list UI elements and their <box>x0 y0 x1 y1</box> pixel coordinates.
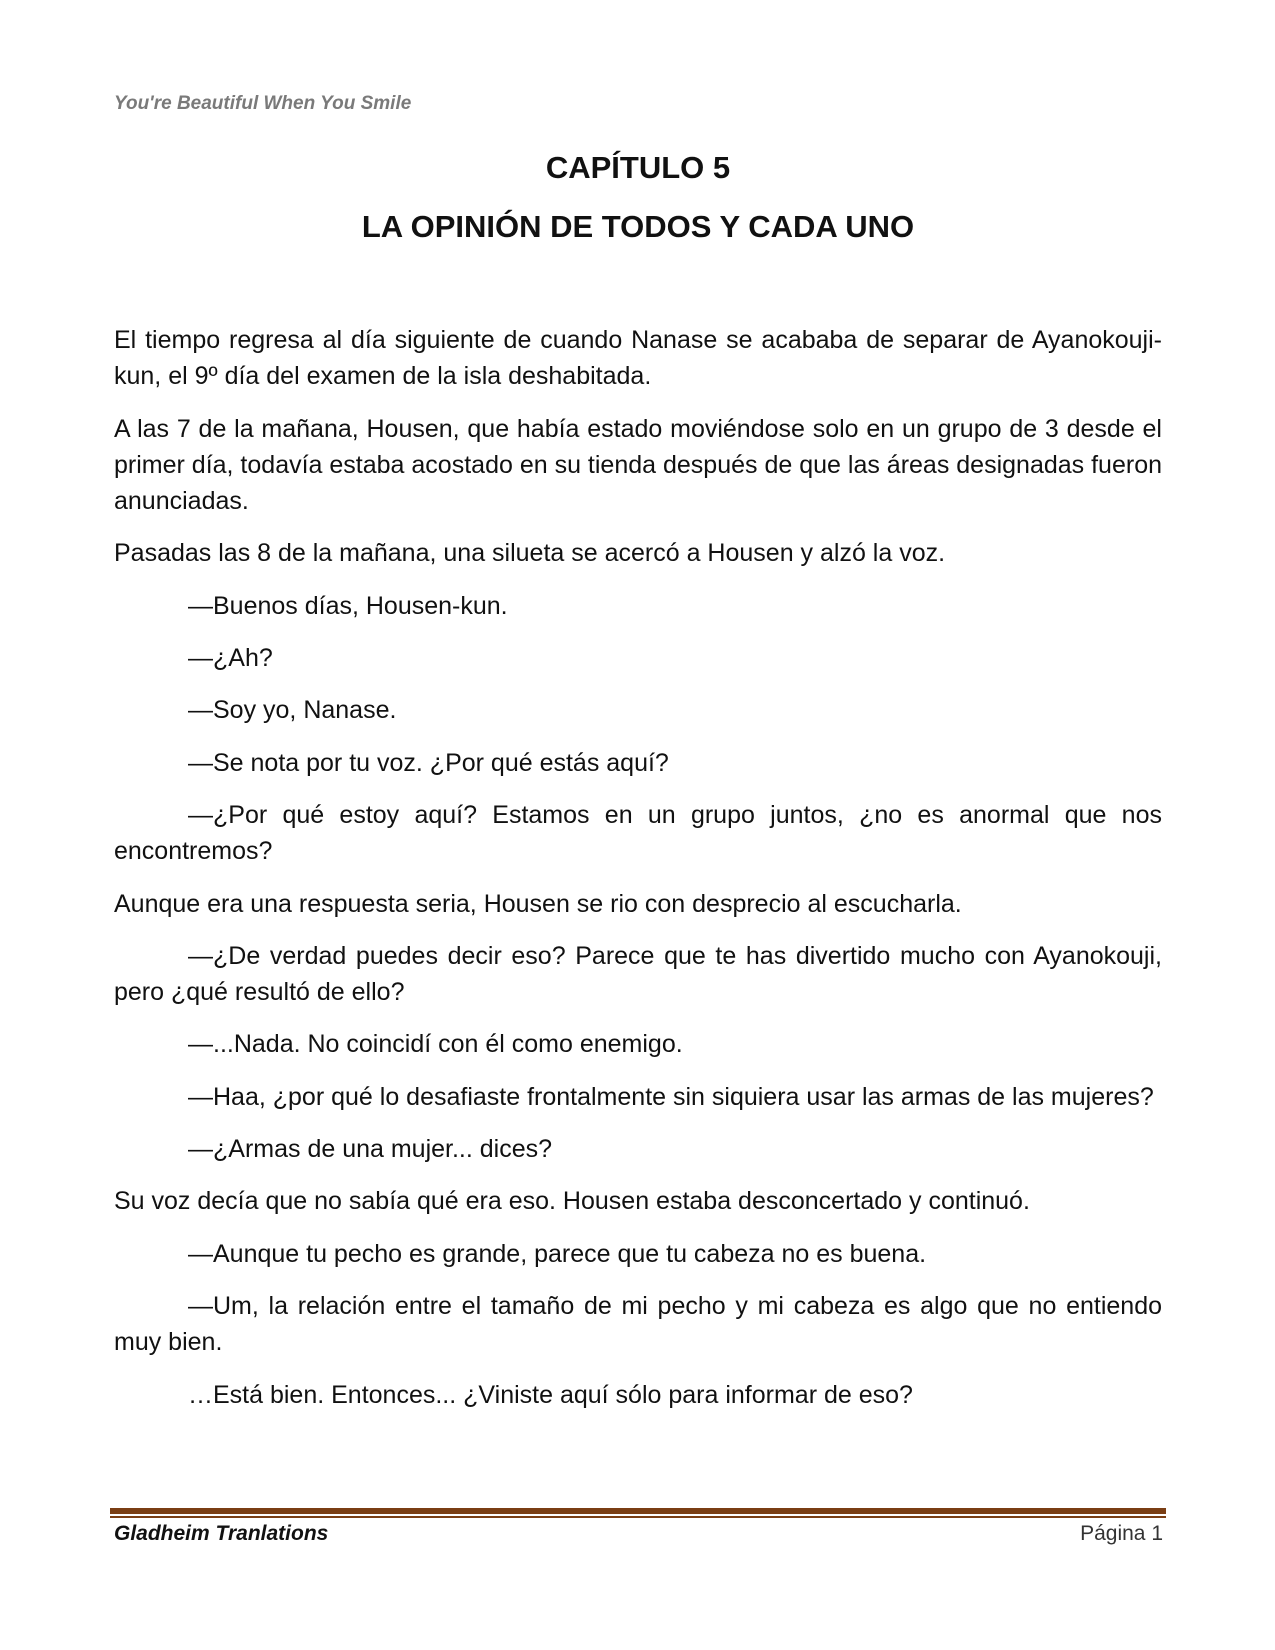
dialogue-paragraph: —¿Armas de una mujer... dices? <box>188 1135 553 1164</box>
page-number: Página 1 <box>1080 1522 1163 1545</box>
narration-paragraph: Su voz decía que no sabía qué era eso. Housen estaba desconcertado y continuó. <box>114 1187 1030 1216</box>
narration-paragraph: A las 7 de la mañana, Housen, que había estado moviéndose solo en un grupo de 3 desde el primer día, todavía estaba acostado en su tienda después de que las áreas designadas fueron anunciadas. <box>114 414 1162 516</box>
dialogue-paragraph: —¿Por qué estoy aquí? Estamos en un grupo juntos, ¿no es anormal que nos encontremos? <box>114 800 1162 866</box>
dialogue-paragraph: —Se nota por tu voz. ¿Por qué estás aquí? <box>188 748 669 777</box>
footer-rule-thin <box>110 1516 1166 1518</box>
dialogue-paragraph: —...Nada. No coincidí con él como enemigo. <box>188 1030 683 1059</box>
dialogue-paragraph: …Está bien. Entonces... ¿Viniste aquí sólo para informar de eso? <box>188 1380 913 1409</box>
dialogue-paragraph: —Buenos días, Housen-kun. <box>188 591 508 620</box>
chapter-number: CAPÍTULO 5 <box>545 150 731 185</box>
footer-rule <box>110 1508 1166 1514</box>
narration-paragraph: Pasadas las 8 de la mañana, una silueta se acercó a Housen y alzó la voz. <box>114 539 946 568</box>
dialogue-paragraph: —Um, la relación entre el tamaño de mi pecho y mi cabeza es algo que no entiendo muy bien. <box>114 1291 1162 1357</box>
chapter-title: LA OPINIÓN DE TODOS Y CADA UNO <box>361 209 915 244</box>
dialogue-paragraph: —¿De verdad puedes decir eso? Parece que te has divertido mucho con Ayanokouji, pero ¿qué resultó de ello? <box>114 941 1162 1007</box>
narration-paragraph: El tiempo regresa al día siguiente de cuando Nanase se acababa de separar de Ayanokouji-kun, el 9º día del examen de la isla deshabitada. <box>114 326 1162 391</box>
dialogue-paragraph: —Soy yo, Nanase. <box>188 696 397 725</box>
narration-paragraph: Aunque era una respuesta seria, Housen se rio con desprecio al escucharla. <box>114 889 962 918</box>
dialogue-paragraph: —¿Ah? <box>188 644 273 673</box>
running-header: You're Beautiful When You Smile <box>114 93 412 114</box>
chapter-body <box>114 322 1162 1429</box>
dialogue-paragraph: —Haa, ¿por qué lo desafiaste frontalmente sin siquiera usar las armas de las mujeres? <box>188 1082 1154 1111</box>
translator-credit: Gladheim Tranlations <box>114 1522 329 1545</box>
dialogue-paragraph: —Aunque tu pecho es grande, parece que tu cabeza no es buena. <box>188 1239 927 1268</box>
